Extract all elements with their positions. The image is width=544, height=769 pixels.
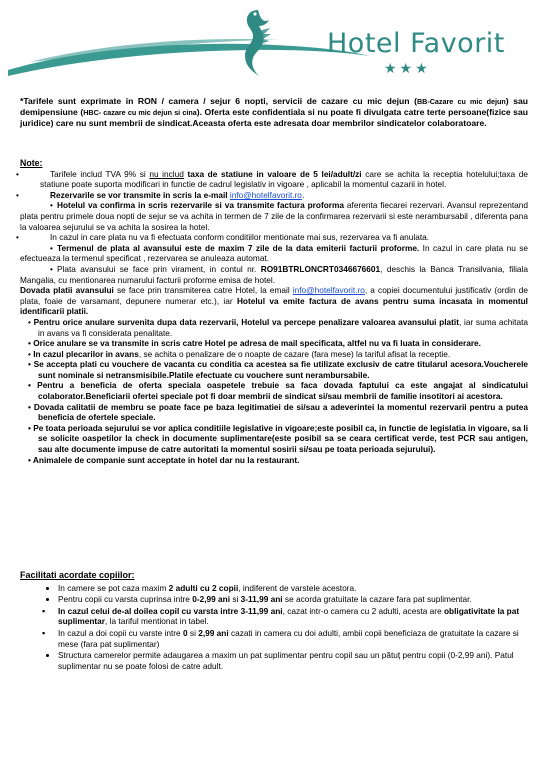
notes-section bbox=[16, 158, 528, 465]
note-item: • Orice anulare se va transmite in scris catre Hotel pe adresa de mail specificata, altfel nu va fi luata in considerare. bbox=[28, 338, 481, 349]
note-text: Plata avansului se face prin virament, in contul nr. bbox=[57, 263, 261, 274]
bullet-icon: • bbox=[50, 263, 53, 274]
bank-account-number: RO91BTRLONCRT0346676601 bbox=[260, 263, 381, 274]
email-link[interactable]: info@hotelfavorit.ro bbox=[229, 189, 302, 200]
note-item: • Pentru orice anulare survenita dupa data rezervarii, Hotelul va percepe penalizare valoarea avansului platit, iar suma achitata in avans va fi considerata penalitate. bbox=[28, 316, 528, 338]
intro-text: sau demipensiune ( bbox=[20, 96, 528, 118]
note-text-bold: Dovada platii avansului bbox=[20, 285, 114, 296]
note-text-bold: Termenul de plata al avansului este de maxim 7 zile de la data emiterii facturii proforme. bbox=[57, 242, 420, 253]
item-text: In cazul a doi copii cu varste intre bbox=[58, 627, 183, 638]
seahorse-icon bbox=[245, 10, 271, 76]
bullet-icon: • bbox=[16, 189, 19, 200]
item-text-bold: 2,99 ani bbox=[198, 627, 229, 638]
list-item bbox=[58, 583, 528, 594]
note-item bbox=[20, 264, 528, 285]
note-text-bold: Hotelul va emite factura de avans pentru suma incasata in momentul identificarii platii. bbox=[20, 295, 528, 317]
intro-text: ). Oferta este confidentiala si nu poate fi divulgata catre terte persoane(fizice sau juridice) care nu sunt membrii de sindicat.Aceasta oferta este adresata doar membrilor sindicatelor colaboratoare. bbox=[20, 107, 528, 129]
note-item: • Pe toata perioada sejurului se vor aplica conditiile legislative in vigoare;este posibil ca, in functie de legislatia in vigoare, sa li se solicite oaspetilor la check in documente suplimentare(este posibil sa se ceara certificat verde, test PCR sau antigen, sau alte documente impuse de catre autoritati la momentul sosirii si/sau pe toata perioada sejurului). bbox=[28, 422, 528, 455]
list-item bbox=[58, 606, 528, 627]
intro-hbc-note: HBC- cazare cu mic dejun si cina bbox=[83, 108, 197, 118]
note-text: Tarifele includ TVA 9% si bbox=[50, 168, 150, 179]
note-item bbox=[16, 232, 528, 243]
children-facilities-section bbox=[20, 570, 528, 672]
bullet-icon: • bbox=[16, 168, 19, 179]
note-text: care se achita la receptia hotelului;taxa de statiune poate suporta modificari in functie de cadrul legislativ in vigoare , aplicabil la momentul cazarii in hotel. bbox=[40, 168, 528, 190]
note-text-bold: taxa de statiune in valoare de 5 lei/adult/zi bbox=[183, 168, 362, 179]
intro-currency: RON bbox=[137, 96, 158, 106]
children-facilities-list bbox=[20, 583, 528, 672]
item-text: , la tariful mentionat in tabel. bbox=[105, 616, 209, 627]
header bbox=[0, 0, 544, 92]
item-text-bold: In cazul celui de-al doilea copil cu varsta intre 3-11,99 ani bbox=[58, 605, 283, 616]
note-item: • Se accepta plati cu vouchere de vacanta cu conditia ca acestea sa fie utilizate exclusiv de catre titularul acesora.Voucherele sunt nominale si netransmisibile.Platile efectuate cu vouchere sunt nerambursabile. bbox=[28, 359, 528, 380]
note-item: • Animalele de companie sunt acceptate in hotel dar nu la restaurant. bbox=[28, 454, 300, 465]
note-item bbox=[20, 243, 528, 264]
item-text-bold: 0 bbox=[182, 627, 188, 638]
note-text-bold: Hotelul va confirma in scris rezervarile si va transmite factura proforma bbox=[57, 200, 345, 211]
item-text-bold: 2 adulti cu 2 copii bbox=[168, 582, 239, 593]
payment-proof-paragraph bbox=[20, 285, 528, 317]
note-text-bold: Pentru orice anulare survenita dupa data rezervarii, Hotelul va percepe penalizare valoarea avansului platit bbox=[33, 316, 459, 327]
notes-title: Note: bbox=[20, 158, 43, 168]
note-text: , deschis la Banca Transilvania, filiala Mangalia, cu mentionarea numarului facturii proforme emisa de hotel. bbox=[20, 263, 528, 285]
bullet-icon: • bbox=[50, 242, 53, 253]
note-text-bold: Orice anulare se va transmite in scris catre Hotel pe adresa de mail specificata, altfel nu va fi luata in considerare. bbox=[33, 338, 481, 349]
list-item bbox=[58, 650, 528, 671]
intro-text: / camera / sejur 6 nopti, servicii de cazare cu mic dejun ( bbox=[157, 96, 417, 106]
list-item bbox=[58, 628, 528, 649]
list-item bbox=[58, 594, 528, 605]
note-text-bold: Se accepta plati cu vouchere de vacanta cu conditia ca acestea sa fie utilizate exclusiv de catre titularul acesora.Voucherele sunt nominale si netransmisibile.Platile efectuate cu vouchere sunt nerambursabile. bbox=[33, 359, 528, 380]
item-text-bold: obligativitate la pat suplimentar bbox=[58, 605, 520, 627]
note-text: se face prin transmiterea catre Hotel, la email bbox=[113, 285, 293, 296]
note-text: , iar suma achitata in avans va fi considerata penalitate. bbox=[38, 316, 528, 338]
item-text: Structura camerelor permite adaugarea a maxim un pat suplimentar pentru copil sau un pătuț pentru copii (0-2,99 ani). Patul suplimentar nu se poate folosi de catre adult. bbox=[58, 650, 514, 671]
note-text-underline: nu includ bbox=[149, 168, 184, 179]
note-item bbox=[20, 200, 528, 232]
bullet-icon: • bbox=[50, 200, 53, 211]
note-text-bold: Dovada calitatii de membru se poate face pe baza legitimatiei de si/sau a adeverintei la momentul rezervarii pentru a putea beneficia de ofertele speciale. bbox=[33, 401, 528, 423]
item-text: Pentru copii cu varsta cuprinsa intre bbox=[58, 594, 193, 605]
note-text-bold: Rezervarile se vor transmite in scris la e-mail bbox=[50, 189, 230, 200]
note-item: • Dovada calitatii de membru se poate face pe baza legitimatiei de si/sau a adeverintei la momentul rezervarii pentru a putea beneficia de ofertele speciale. bbox=[28, 401, 528, 423]
note-text-bold: Pe toata perioada sejurului se vor aplica conditiile legislative in vigoare;este posibil ca, in functie de legislatia in vigoare, sa li se solicite oaspetilor la check in documente suplimentare(este posibil sa se ceara certificat verde, test PCR sau antigen, sau alte documente impuse de catre autoritati la momentul sosirii si/sau pe toata perioada sejurului). bbox=[33, 422, 528, 455]
note-text-bold: In cazul plecarilor in avans bbox=[33, 348, 139, 359]
note-text-bold: Pentru a beneficia de oferta speciala oaspetele trebuie sa faca dovada faptului ca este angajat al sindicatului colaborator.Beneficiarii ofertei speciale pot fi doar membrii de sindicat si/sau membrii de familie insotitori ai acestora. bbox=[37, 380, 528, 402]
note-item bbox=[16, 189, 528, 201]
item-text: In camere se pot caza maxim bbox=[58, 582, 169, 593]
item-text: se acorda gratuitate la cazare fara pat suplimentar. bbox=[282, 594, 472, 605]
intro-paragraph bbox=[20, 96, 528, 130]
item-text-bold: 0-2,99 ani bbox=[192, 594, 231, 605]
item-text: , cazat intr-o camera cu 2 adulti, acesta are bbox=[282, 605, 444, 616]
item-text: , indiferent de varstele acestora. bbox=[238, 582, 357, 593]
note-text: aferenta fiecarei rezervari. Avansul reprezentand plata pentru primele doua nopti de sejur se va achita in termen de 7 zile de la confirmarea rezervarii si este nerambursabil , diferenta pana la valoarea sejurului se va achita la sosirea la hotel. bbox=[20, 200, 528, 232]
note-text: In cazul in care plata nu se efectueaza la termenul specificat , rezervarea se anuleaza automat. bbox=[20, 242, 528, 264]
intro-text: *Tarifele sunt exprimate in bbox=[20, 96, 138, 106]
note-text: , a copiei documentului justificativ (ordin de plata, foaie de varsamant, depunere numerar etc.), iar bbox=[20, 285, 528, 306]
hotel-name: Hotel Favorit bbox=[327, 28, 505, 59]
item-text: si bbox=[187, 627, 199, 638]
bullet-icon: • bbox=[16, 232, 19, 243]
item-text-bold: 3-11,99 ani bbox=[240, 594, 283, 605]
star-rating: ★★★ bbox=[384, 60, 431, 76]
intro-bb-note: BB-Cazare cu mic dejun bbox=[416, 97, 506, 106]
note-item bbox=[16, 168, 528, 190]
note-item: • Pentru a beneficia de oferta speciala oaspetele trebuie sa faca dovada faptului ca este angajat al sindicatului colaborator.Beneficiarii ofertei speciale pot fi doar membrii de sindicat si/sau membrii de familie insotitori ai acestora. bbox=[28, 380, 528, 402]
item-text: cazati in camera cu doi adulti, ambii copii beneficiaza de gratuitate la cazare si mese (fara pat suplimentar) bbox=[58, 627, 519, 649]
email-link[interactable]: info@hotelfavorit.ro bbox=[292, 285, 365, 296]
note-text-bold: Animalele de companie sunt acceptate in hotel dar nu la restaurant. bbox=[32, 454, 300, 465]
note-text: , se achita o penalizare de o noapte de cazare (fara mese) la tariful afisat la receptie. bbox=[138, 348, 451, 359]
note-text: . bbox=[301, 189, 305, 200]
children-facilities-title: Facilitati acordate copiilor: bbox=[20, 570, 135, 580]
item-text: si bbox=[230, 594, 241, 605]
note-item: • In cazul plecarilor in avans, se achita o penalizare de o noapte de cazare (fara mese) la tariful afisat la receptie. bbox=[28, 348, 451, 359]
intro-text: ) bbox=[505, 96, 509, 106]
note-text: In cazul in care plata nu va fi efectuata conform conditiilor mentionate mai sus, rezervarea va fi anulata. bbox=[50, 232, 430, 243]
